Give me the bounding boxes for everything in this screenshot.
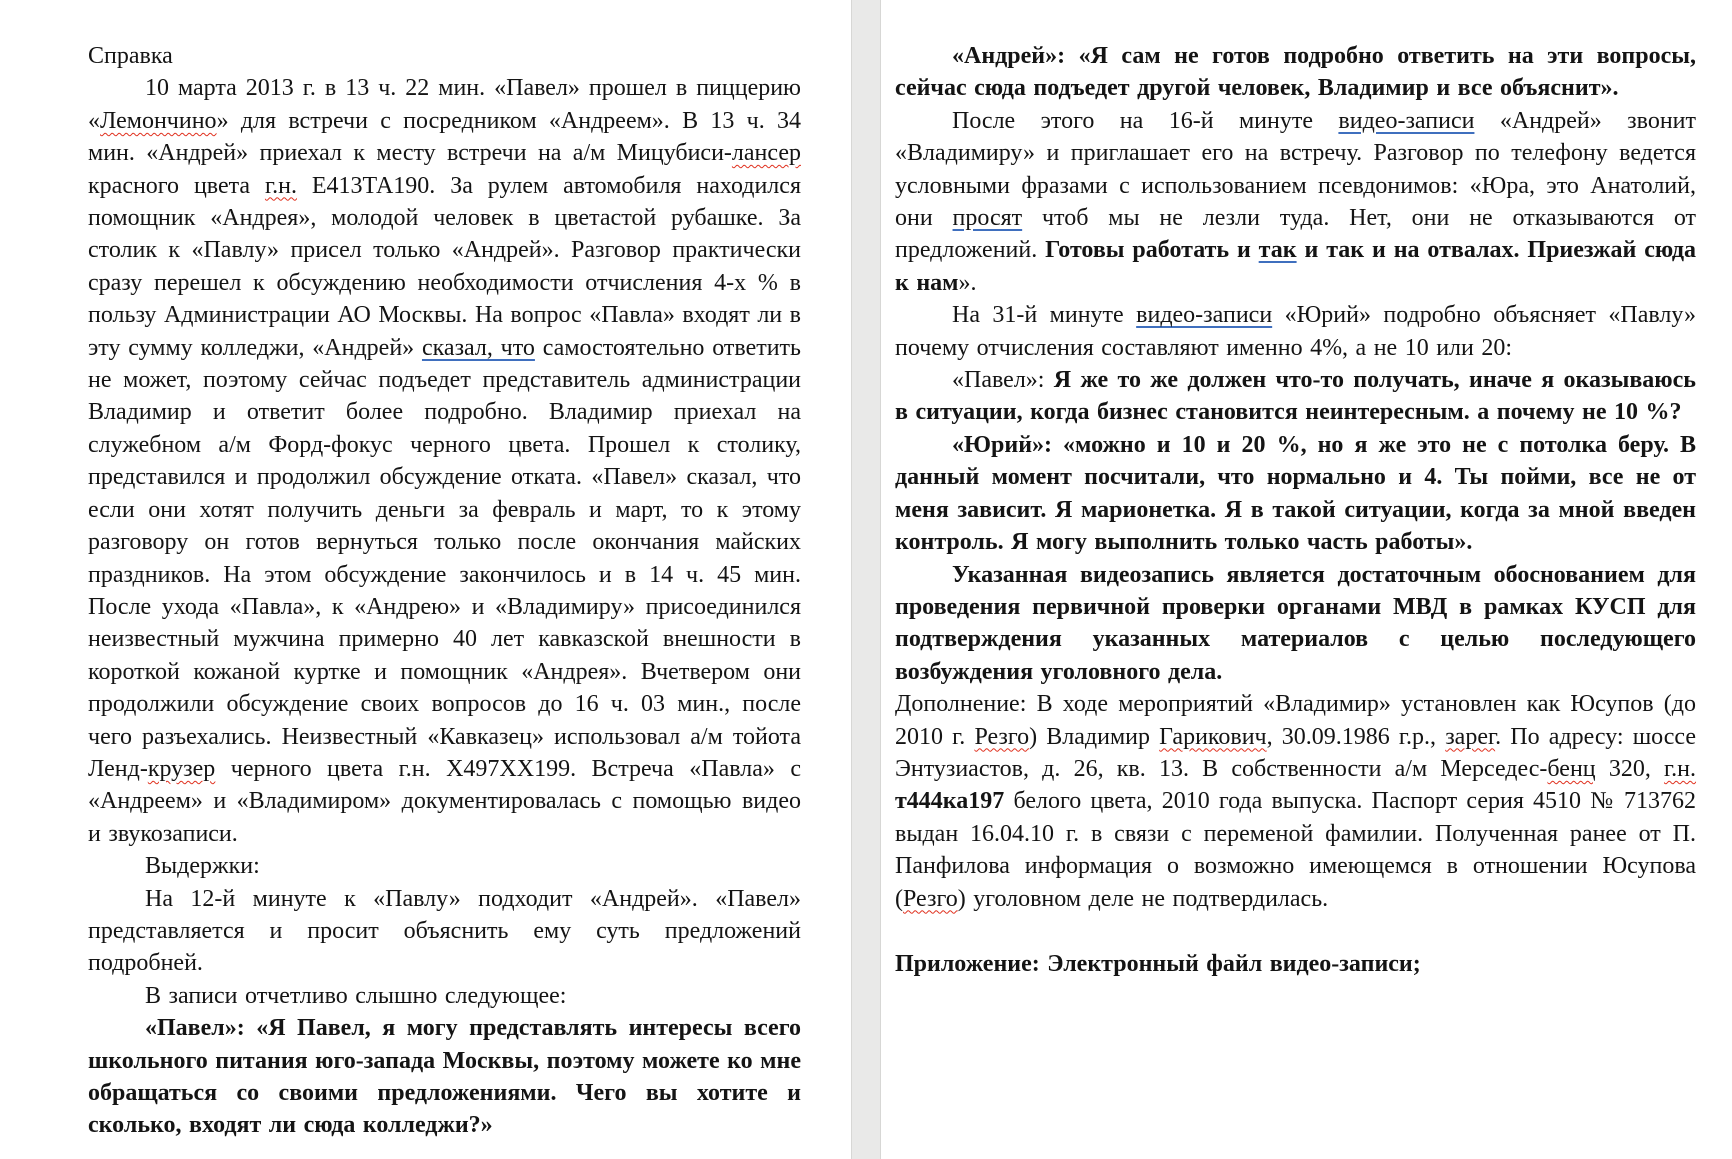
spellcheck-underlined-text: зарег xyxy=(1445,723,1496,750)
grammar-underlined-text: сказал, что xyxy=(421,334,535,361)
text-segment: «Андрей»: «Я сам не готов подробно ответить на эти вопросы, сейчас сюда подъедет другой человек, Владимир и все объяснит». xyxy=(895,43,1696,102)
text-segment: На 12-й минуте к «Павлу» подходит «Андрей». «Павел» представляется и просит объяснить ему суть предложений подробней. xyxy=(88,885,801,977)
text-segment: 320, xyxy=(1595,755,1665,782)
paragraph xyxy=(88,72,801,850)
paragraph xyxy=(895,559,1696,689)
text-segment: «Павел»: «Я Павел, я могу представлять интересы всего школьного питания юго-запада Москвы, поэтому можете ко мне обращаться со своими предложениями. Чего вы хотите и сколько, входят ли сюда колледжи?» xyxy=(88,1015,801,1139)
text-segment: самостоятельно ответить не может, поэтому сейчас подъедет представитель администрации Владимир и ответит более подробно. Владимир приехал на служебном а/м Форд-фокус черного цвета. Прошел к столику, представился и продолжил обсуждение отката. «Павел» сказал, что если они хотят получить деньги за февраль и март, то к этому разговору он готов вернуться только после окончания майских праздников. На этом обсуждение закончилось и в 14 ч. 45 мин. После ухода «Павла», к «Андрею» и «Владимиру» присоединился неизвестный мужчина примерно 40 лет кавказской внешности в короткой кожаной куртке и помощник «Андрея». Вчетвером они продолжили обсуждение своих вопросов до 16 ч. 03 мин., после чего разъехались. Неизвестный «Кавказец» использовал а/м тойота Ленд- xyxy=(88,334,801,782)
spellcheck-underlined-text: г.н. xyxy=(1664,755,1697,782)
paragraph xyxy=(895,105,1696,299)
spellcheck-underlined-text: Резго xyxy=(903,885,958,912)
paragraph xyxy=(88,850,801,882)
paragraph xyxy=(895,40,1696,105)
grammar-underlined-text: просят xyxy=(952,205,1023,232)
paragraph xyxy=(88,980,801,1012)
spellcheck-underlined-text: лансер xyxy=(731,140,801,167)
paragraph xyxy=(895,364,1696,429)
grammar-underlined-text: так xyxy=(1258,237,1297,264)
text-segment: ». xyxy=(958,269,977,296)
text-segment: В записи отчетливо слышно следующее: xyxy=(145,982,567,1009)
text-segment: , 30.09.1986 г.р., xyxy=(1266,723,1446,750)
text-segment: Выдержки: xyxy=(145,853,260,880)
grammar-underlined-text: видео-записи xyxy=(1338,107,1475,134)
text-segment: «Юрий»: «можно и 10 и 20 %, но я же это не с потолка беру. В данный момент посчитали, что нормально и 4. Ты пойми, все не от меня зависит. Я марионетка. Я в такой ситуации, когда за мной введен контроль. Я могу выполнить только часть работы». xyxy=(895,431,1696,556)
text-segment: т444ка197 xyxy=(895,788,1005,815)
text-segment: Дополнение: В ходе мероприятий «Владимир» установлен как Юсупов (до 2010 г. xyxy=(895,691,1696,750)
spellcheck-underlined-text: г.н. xyxy=(264,172,297,199)
text-segment: 10 марта 2013 г. в 13 ч. 22 мин. «Павел» прошел в пиццерию « xyxy=(88,75,801,134)
spellcheck-underlined-text: бенц xyxy=(1547,755,1596,782)
paragraph xyxy=(895,429,1696,559)
text-segment: Я же то же должен что-то получать, иначе я оказываюсь в ситуации, когда бизнес становится неинтересным. а почему не 10 %? xyxy=(895,367,1696,426)
text-segment: Е413ТА190. За рулем автомобиля находился помощник «Андрея», молодой человек в цветастой рубашке. За столик к «Павлу» присел только «Андрей». Разговор практически сразу перешел к обсуждению необходимости отчисления 4-х % в пользу Администрации АО Москвы. На вопрос «Павла» входят ли в эту сумму колледжи, «Андрей» xyxy=(88,172,801,361)
text-segment: Приложение: Электронный файл видео-записи; xyxy=(895,950,1421,977)
text-segment: Справка xyxy=(88,43,173,69)
text-segment: «Павел»: xyxy=(952,367,1054,394)
text-segment: и так и на отвалах. Приезжай сюда к нам xyxy=(895,237,1697,296)
text-segment: чтоб мы не лезли туда. Нет, они не отказываются от предложений. xyxy=(895,205,1697,264)
text-segment: . По адресу: шоссе Энтузиастов, д. 26, кв. 13. В собственности а/м Мерседес- xyxy=(895,723,1697,782)
spellcheck-underlined-text: Резго xyxy=(974,723,1030,750)
paragraph xyxy=(88,1012,801,1142)
spellcheck-underlined-text: Гарикович xyxy=(1159,723,1267,750)
text-segment: » для встречи с посредником «Андреем». В 13 ч. 34 мин. «Андрей» приехал к месту встречи на а/м Мицубиси- xyxy=(88,107,801,167)
paragraph xyxy=(895,948,1696,980)
spellcheck-underlined-text: крузер xyxy=(147,755,216,782)
text-segment: белого цвета, 2010 года выпуска. Паспорт серия 4510 № 713762 выдан 16.04.10 г. в связи с переменой фамилии. Полученная ранее от П. Панфилова информация о возможно имеющемся в отношении Юсупова ( xyxy=(895,788,1696,912)
text-segment: На 31-й минуте xyxy=(952,302,1137,329)
text-segment: черного цвета г.н. Х497ХХ199. Встреча «Павла» с «Андреем» и «Владимиром» документировалась с помощью видео и звукозаписи. xyxy=(88,755,801,847)
spellcheck-underlined-text: Лемончино xyxy=(100,107,217,134)
text-segment: ) Владимир xyxy=(1029,723,1160,750)
page-right xyxy=(881,0,1732,1159)
paragraph xyxy=(88,883,801,980)
page-left xyxy=(0,0,851,1159)
text-segment: ) уголовном деле не подтвердилась. xyxy=(957,885,1329,912)
grammar-underlined-text: видео-записи xyxy=(1136,302,1273,329)
paragraph xyxy=(895,688,1696,915)
text-segment: «Юрий» подробно объясняет «Павлу» почему отчисления составляют именно 4%, а не 10 или 20: xyxy=(895,302,1696,361)
page-gap-divider xyxy=(851,0,881,1159)
text-segment: Готовы работать и xyxy=(1045,237,1259,264)
text-segment: «Андрей» звонит «Владимиру» и приглашает его на встречу. Разговор по телефону ведется условными фразами с использованием псевдонимов: «Юра, это Анатолий, они xyxy=(895,107,1696,232)
text-segment: Указанная видеозапись является достаточным обоснованием для проведения первичной проверки органами МВД в рамках КУСП для подтверждения указанных материалов с целью последующего возбуждения уголовного дела. xyxy=(895,561,1696,685)
text-segment: красного цвета xyxy=(88,172,265,199)
paragraph xyxy=(895,299,1696,364)
paragraph xyxy=(88,40,801,72)
text-segment: После этого на 16-й минуте xyxy=(952,107,1339,134)
